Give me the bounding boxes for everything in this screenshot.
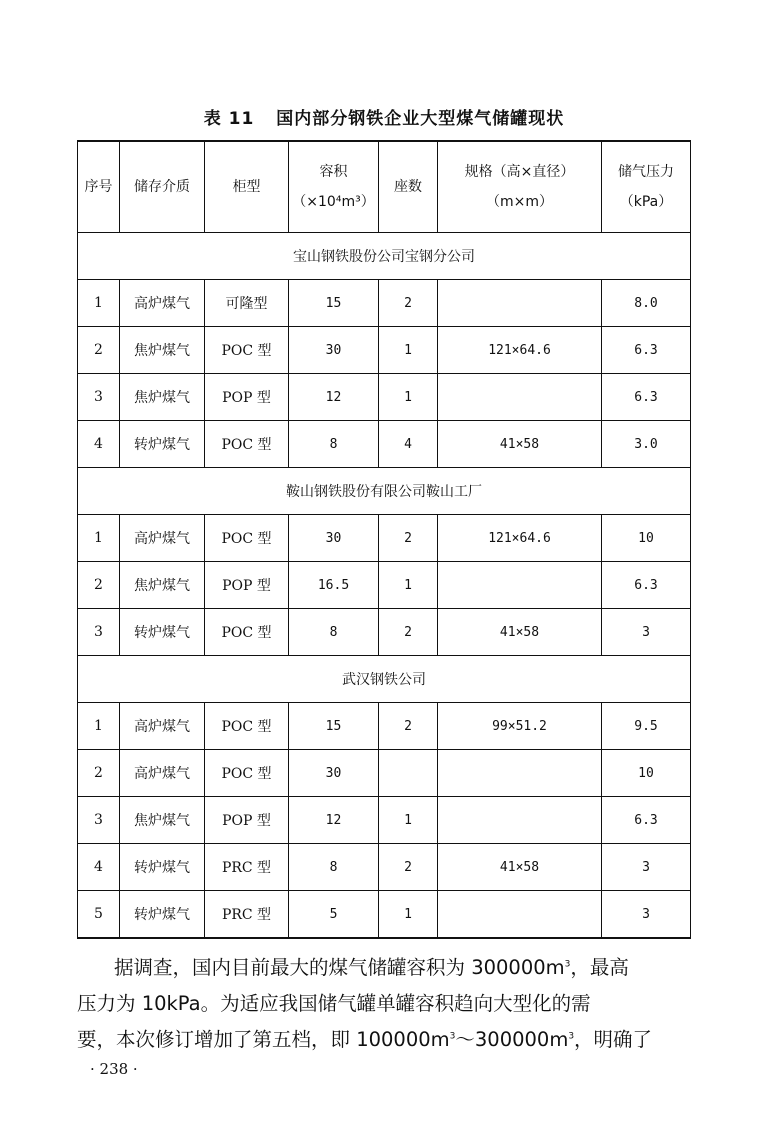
cell-seq: 2 bbox=[78, 562, 120, 609]
header-type: 柜型 bbox=[205, 141, 289, 233]
cell-seq: 4 bbox=[78, 421, 120, 468]
cell-seq: 2 bbox=[78, 327, 120, 374]
group-title: 宝山钢铁股份公司宝钢分公司 bbox=[78, 233, 691, 280]
table-row bbox=[78, 797, 691, 844]
cell-count bbox=[379, 750, 438, 797]
table-row bbox=[78, 374, 691, 421]
cell-spec: 41×58 bbox=[438, 421, 602, 468]
table-row bbox=[78, 609, 691, 656]
body-paragraph bbox=[77, 950, 690, 1058]
table-row bbox=[78, 280, 691, 327]
cell-type: POP 型 bbox=[205, 562, 289, 609]
cell-count: 1 bbox=[379, 562, 438, 609]
header-row bbox=[78, 141, 691, 233]
table-caption-title: 国内部分钢铁企业大型煤气储罐现状 bbox=[276, 109, 565, 129]
paragraph-line-3 bbox=[77, 1022, 690, 1058]
cell-medium: 转炉煤气 bbox=[120, 844, 205, 891]
cell-type: POP 型 bbox=[205, 374, 289, 421]
group-row bbox=[78, 233, 691, 280]
group-title: 武汉钢铁公司 bbox=[78, 656, 691, 703]
cell-volume: 5 bbox=[289, 891, 379, 939]
cell-medium: 转炉煤气 bbox=[120, 891, 205, 939]
cell-type: POC 型 bbox=[205, 750, 289, 797]
cell-count: 2 bbox=[379, 280, 438, 327]
header-spec-line2: （m×m） bbox=[485, 194, 553, 210]
cell-spec: 121×64.6 bbox=[438, 515, 602, 562]
header-pressure-line1: 储气压力 bbox=[618, 164, 674, 180]
superscript: 3 bbox=[564, 959, 571, 970]
cell-pressure: 9.5 bbox=[602, 703, 691, 750]
cell-seq: 1 bbox=[78, 515, 120, 562]
superscript: 3 bbox=[568, 1031, 575, 1042]
cell-pressure: 3 bbox=[602, 844, 691, 891]
header-spec-line1: 规格（高×直径） bbox=[464, 164, 575, 180]
cell-type: PRC 型 bbox=[205, 844, 289, 891]
table-row bbox=[78, 750, 691, 797]
cell-pressure: 10 bbox=[602, 515, 691, 562]
cell-pressure: 3.0 bbox=[602, 421, 691, 468]
paragraph-line-2: 压力为 10kPa。为适应我国储气罐单罐容积趋向大型化的需 bbox=[77, 992, 591, 1015]
cell-count: 4 bbox=[379, 421, 438, 468]
header-volume-line1: 容积 bbox=[319, 164, 348, 180]
group-title: 鞍山钢铁股份有限公司鞍山工厂 bbox=[78, 468, 691, 515]
cell-medium: 焦炉煤气 bbox=[120, 327, 205, 374]
cell-spec: 99×51.2 bbox=[438, 703, 602, 750]
cell-count: 1 bbox=[379, 374, 438, 421]
cell-type: PRC 型 bbox=[205, 891, 289, 939]
cell-count: 1 bbox=[379, 327, 438, 374]
cell-count: 1 bbox=[379, 797, 438, 844]
paragraph-line-3-mid: ～300000m bbox=[455, 1028, 569, 1051]
cell-volume: 12 bbox=[289, 374, 379, 421]
header-pressure-line2: （kPa） bbox=[619, 194, 673, 210]
cell-type: POC 型 bbox=[205, 515, 289, 562]
cell-volume: 15 bbox=[289, 703, 379, 750]
cell-type: POP 型 bbox=[205, 797, 289, 844]
cell-medium: 焦炉煤气 bbox=[120, 374, 205, 421]
table-row bbox=[78, 703, 691, 750]
page-number: · 238 · bbox=[90, 1060, 138, 1078]
cell-type: POC 型 bbox=[205, 421, 289, 468]
cell-spec: 41×58 bbox=[438, 844, 602, 891]
cell-seq: 1 bbox=[78, 703, 120, 750]
cell-medium: 高炉煤气 bbox=[120, 515, 205, 562]
cell-pressure: 3 bbox=[602, 891, 691, 939]
gas-holder-table bbox=[77, 140, 691, 939]
cell-volume: 8 bbox=[289, 421, 379, 468]
cell-seq: 3 bbox=[78, 609, 120, 656]
cell-count: 2 bbox=[379, 844, 438, 891]
cell-seq: 5 bbox=[78, 891, 120, 939]
cell-pressure: 6.3 bbox=[602, 562, 691, 609]
cell-medium: 高炉煤气 bbox=[120, 703, 205, 750]
cell-pressure: 3 bbox=[602, 609, 691, 656]
cell-volume: 8 bbox=[289, 609, 379, 656]
paragraph-line-3-text: 要，本次修订增加了第五档，即 100000m bbox=[77, 1028, 450, 1051]
cell-medium: 焦炉煤气 bbox=[120, 562, 205, 609]
table-row bbox=[78, 562, 691, 609]
cell-volume: 16.5 bbox=[289, 562, 379, 609]
cell-medium: 高炉煤气 bbox=[120, 280, 205, 327]
header-pressure bbox=[602, 141, 691, 233]
cell-pressure: 10 bbox=[602, 750, 691, 797]
table-row bbox=[78, 421, 691, 468]
paragraph-line-1-tail: ，最高 bbox=[570, 956, 629, 979]
cell-seq: 1 bbox=[78, 280, 120, 327]
cell-spec: 121×64.6 bbox=[438, 327, 602, 374]
header-seq: 序号 bbox=[78, 141, 120, 233]
header-volume-line2: （×10⁴m³） bbox=[292, 194, 375, 210]
cell-type: POC 型 bbox=[205, 327, 289, 374]
cell-medium: 转炉煤气 bbox=[120, 609, 205, 656]
cell-count: 1 bbox=[379, 891, 438, 939]
table-caption bbox=[0, 104, 768, 129]
cell-spec bbox=[438, 797, 602, 844]
cell-pressure: 8.0 bbox=[602, 280, 691, 327]
table-caption-number: 表 11 bbox=[203, 109, 255, 129]
cell-count: 2 bbox=[379, 609, 438, 656]
cell-medium: 转炉煤气 bbox=[120, 421, 205, 468]
cell-spec bbox=[438, 891, 602, 939]
cell-medium: 焦炉煤气 bbox=[120, 797, 205, 844]
cell-spec bbox=[438, 280, 602, 327]
cell-volume: 30 bbox=[289, 327, 379, 374]
cell-type: 可隆型 bbox=[205, 280, 289, 327]
cell-volume: 12 bbox=[289, 797, 379, 844]
cell-volume: 8 bbox=[289, 844, 379, 891]
cell-volume: 30 bbox=[289, 515, 379, 562]
paragraph-line-3-tail: ，明确了 bbox=[574, 1028, 653, 1051]
header-volume bbox=[289, 141, 379, 233]
cell-spec: 41×58 bbox=[438, 609, 602, 656]
cell-volume: 15 bbox=[289, 280, 379, 327]
cell-volume: 30 bbox=[289, 750, 379, 797]
cell-spec bbox=[438, 562, 602, 609]
cell-count: 2 bbox=[379, 703, 438, 750]
cell-spec bbox=[438, 750, 602, 797]
table-row bbox=[78, 327, 691, 374]
group-row bbox=[78, 468, 691, 515]
group-row bbox=[78, 656, 691, 703]
cell-count: 2 bbox=[379, 515, 438, 562]
cell-pressure: 6.3 bbox=[602, 797, 691, 844]
paragraph-line-1-text: 据调查，国内目前最大的煤气储罐容积为 300000m bbox=[114, 956, 565, 979]
cell-seq: 4 bbox=[78, 844, 120, 891]
header-medium: 储存介质 bbox=[120, 141, 205, 233]
cell-seq: 3 bbox=[78, 797, 120, 844]
paragraph-line-1 bbox=[77, 950, 690, 986]
table-row bbox=[78, 891, 691, 939]
cell-seq: 2 bbox=[78, 750, 120, 797]
header-count: 座数 bbox=[379, 141, 438, 233]
cell-spec bbox=[438, 374, 602, 421]
cell-pressure: 6.3 bbox=[602, 374, 691, 421]
cell-medium: 高炉煤气 bbox=[120, 750, 205, 797]
superscript: 3 bbox=[449, 1031, 456, 1042]
cell-pressure: 6.3 bbox=[602, 327, 691, 374]
table-row bbox=[78, 844, 691, 891]
table-row bbox=[78, 515, 691, 562]
cell-seq: 3 bbox=[78, 374, 120, 421]
cell-type: POC 型 bbox=[205, 703, 289, 750]
cell-type: POC 型 bbox=[205, 609, 289, 656]
header-spec bbox=[438, 141, 602, 233]
